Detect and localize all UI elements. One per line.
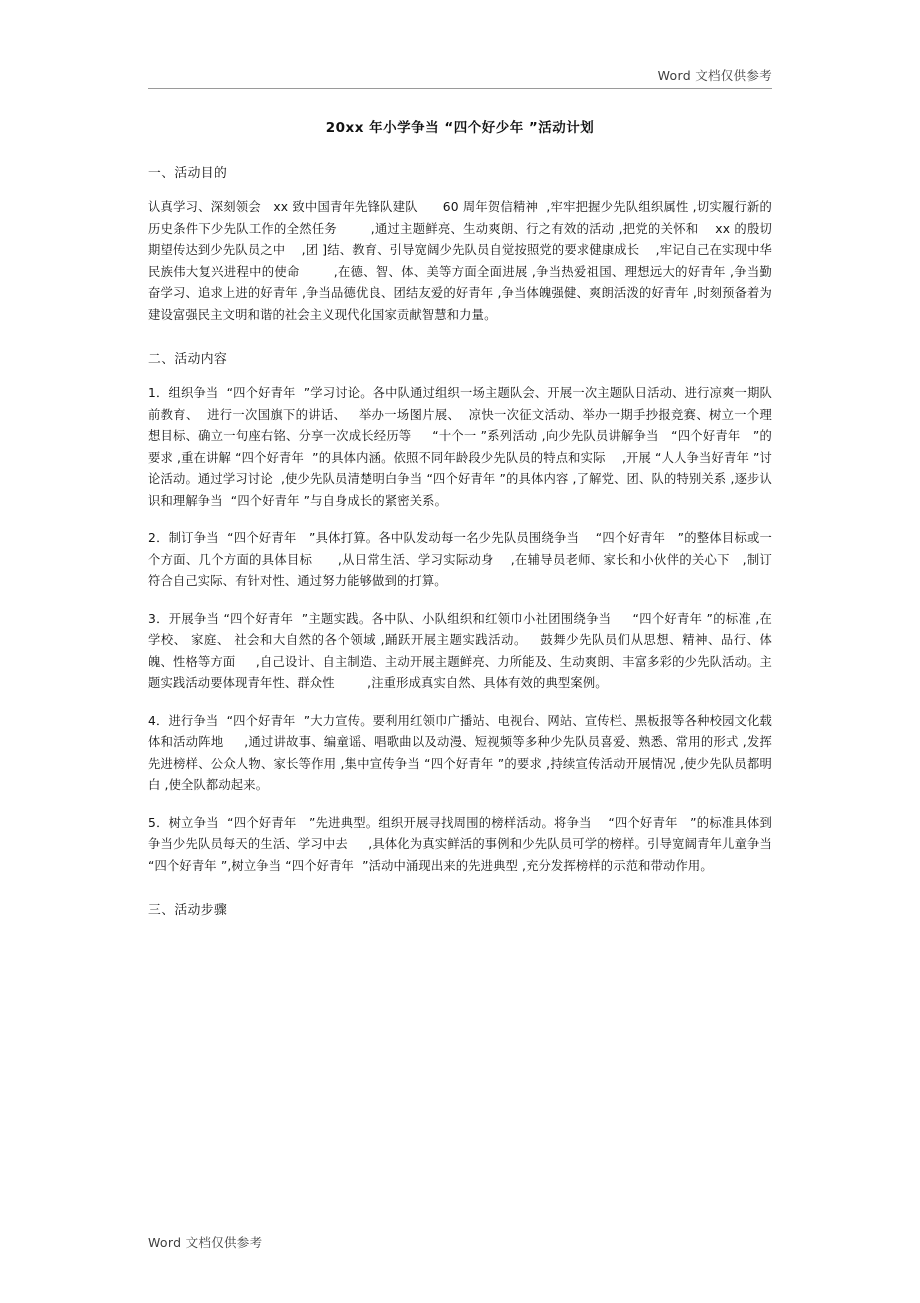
section-heading-3: 三、活动步骤 xyxy=(148,903,228,918)
paragraph: 5．树立争当 “四个好青年 ”先进典型。组织开展寻找周围的榜样活动。将争当 “四个好青年 ”的标准具体到争当少先队员每天的生活、学习中去 ,具体化为真实鲜活的事例和少先队员可学的榜样。引导宽阔青年儿童争当 “四个好青年 ”,树立争当 “四个好青年 ”活动中涌现出来的先进典型 ,充分发挥榜样的示范和带动作用。 xyxy=(148,815,785,873)
header-divider xyxy=(148,88,772,89)
section-heading-2: 二、活动内容 xyxy=(148,352,228,367)
section-heading-1: 一、活动目的 xyxy=(148,166,228,181)
paragraph: 3．开展争当 “四个好青年 ”主题实践。各中队、小队组织和红领巾小社团围绕争当 “四个好青年 ”的标准 ,在学校、 家庭、 社会和大自然的各个领域 ,踊跃开展主题实践活动。 鼓舞少先队员们从思想、精神、品行、体魄、性格等方面 ,自己设计、自主制造、主动开展主题鲜亮、力所能及、生动爽朗、丰富多彩的少先队活动。主题实践活动要体现青年性、群众性 ,注重形成真实自然、具体有效的典型案例。 xyxy=(148,611,772,690)
header-watermark-note: Word 文档仅供参考 xyxy=(657,68,772,83)
paragraph: 认真学习、深刻领会 xx 致中国青年先锋队建队 60 周年贺信精神 ,牢牢把握少先队组织属性 ,切实履行新的历史条件下少先队工作的全然任务 ,通过主题鲜亮、生动爽朗、行之有效的活动 ,把党的关怀和 xx 的殷切期望传达到少先队员之中 ,团 ]结、教育、引导宽阔少先队员自觉按照党的要求健康成长 ,牢记自己在实现中华民族伟大复兴进程中的使命 ,在德、智、体、美等方面全面进展 ,争当热爱祖国、理想远大的好青年 ,争当勤奋学习、追求上进的好青年 ,争当品德优良、团结友爱的好青年 ,争当体魄强健、爽朗活泼的好青年 ,时刻预备着为建设富强民主文明和谐的社会主义现代化国家贡献智慧和力量。 xyxy=(148,200,772,322)
paragraph: 4．进行争当 “四个好青年 ”大力宣传。要利用红领巾广播站、电视台、网站、宣传栏、黑板报等各种校园文化载体和活动阵地 ,通过讲故事、编童谣、唱歌曲以及动漫、短视频等多种少先队员喜爱、熟悉、常用的形式 ,发挥先进榜样、公众人物、家长等作用 ,集中宣传争当 “四个好青年 ”的要求 ,持续宣传活动开展情况 ,使少先队员都明白 ,使全队都动起来。 xyxy=(148,713,772,792)
page-title: 20xx 年小学争当 “四个好少年 ”活动计划 xyxy=(325,120,595,136)
document-body xyxy=(148,108,785,934)
paragraph: 1．组织争当 “四个好青年 ”学习讨论。各中队通过组织一场主题队会、开展一次主题队日活动、进行凉爽一期队前教育、 进行一次国旗下的讲话、 举办一场图片展、 凉快一次征文活动、举办一期手抄报竞赛、树立一个理想目标、确立一句座右铭、分享一次成长经历等 “十个一 ”系列活动 ,向少先队员讲解争当 “四个好青年 ”的要求 ,重在讲解 “四个好青年 ”的具体内涵。依照不同年龄段少先队员的特点和实际 ,开展 “人人争当好青年 ”讨论活动。通过学习讨论 ,使少先队员清楚明白争当 “四个好青年 ”的具体内容 ,了解党、团、队的特别关系 ,逐步认识和理解争当 “四个好青年 ”与自身成长的紧密关系。 xyxy=(148,386,772,508)
paragraph: 2．制订争当 “四个好青年 ”具体打算。各中队发动每一名少先队员围绕争当 “四个好青年 ”的整体目标或一个方面、几个方面的具体目标 ,从日常生活、学习实际动身 ,在辅导员老师、家长和小伙伴的关心下 ,制订符合自己实际、有针对性、通过努力能够做到的打算。 xyxy=(148,531,772,588)
footer-watermark-note: Word 文档仅供参考 xyxy=(148,1235,263,1250)
